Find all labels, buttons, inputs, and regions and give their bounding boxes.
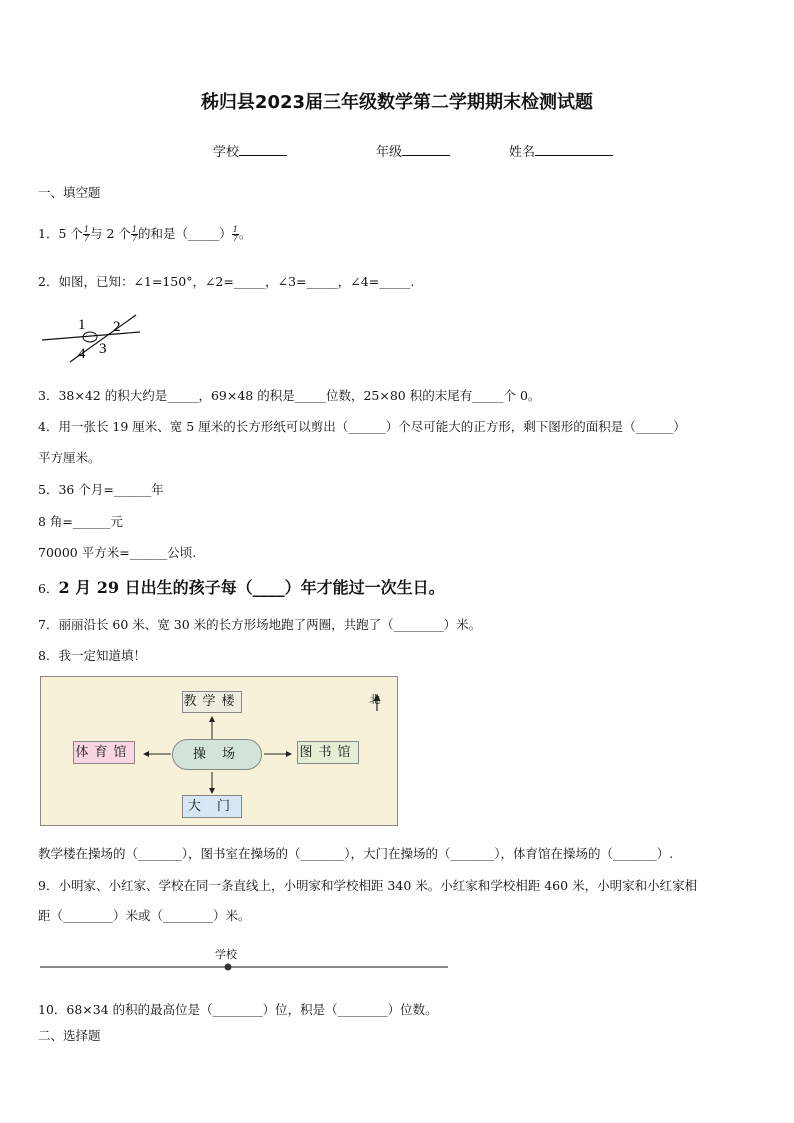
school-point [225, 964, 232, 971]
question-5-b: 8 角=______元 [38, 514, 123, 529]
grade-field [376, 141, 450, 160]
question-8: 8．我一定知道填！ [38, 648, 146, 663]
name-field [509, 141, 613, 160]
question-2: 2．如图，已知：∠1=150°，∠2=_____，∠3=_____，∠4=_____. [38, 274, 415, 289]
angle-label-4: 4 [78, 346, 86, 362]
q1-text-a: 1．5 个 [38, 226, 83, 241]
name-label: 姓名 [509, 145, 536, 160]
question-5-a: 5．36 个月=______年 [38, 482, 164, 497]
map-box-playground: 操 场 [172, 739, 262, 770]
fraction-numerator: 1 [131, 225, 137, 234]
section-fill-blank: 一、填空题 [38, 185, 101, 200]
map-box-library: 图书馆 [297, 741, 359, 764]
question-10: 10．68×34 的积的最高位是（________）位，积是（________）位数。 [38, 1002, 438, 1017]
q1-text-b: 与 2 个 [89, 226, 131, 241]
compass-north-label: 北 [369, 693, 380, 706]
fraction-denominator: 7 [131, 234, 137, 243]
question-5-c: 70000 平方米=______公顷. [38, 545, 197, 560]
grade-label: 年级 [376, 145, 403, 160]
map-box-teaching-building: 教学楼 [182, 691, 242, 713]
fraction-numerator: 1 [232, 225, 238, 234]
question-4-line-1: 4．用一张长 19 厘米、宽 5 厘米的长方形纸可以剪出（______）个尽可能大的正方形，剩下图形的面积是（______） [38, 419, 686, 434]
q1-text-d: 。 [238, 226, 252, 241]
angle-label-3: 3 [99, 341, 107, 357]
question-7: 7．丽丽沿长 60 米、宽 30 米的长方形场地跑了两圈，共跑了（________）米。 [38, 617, 482, 632]
school-label: 学校 [213, 145, 240, 160]
line-horizontal [42, 332, 140, 340]
map-box-gate: 大 门 [182, 795, 242, 818]
question-9-line-2: 距（________）米或（________）米。 [38, 908, 251, 923]
map-box-gym: 体育馆 [73, 741, 135, 764]
fraction-one-seventh [131, 226, 138, 243]
fraction-one-seventh [232, 226, 239, 243]
question-9-line-1: 9．小明家、小红家、学校在同一条直线上，小明家和学校相距 340 米。小红家和学校相距 460 米，小明家和小红家相 [38, 878, 698, 893]
question-8-answer: 教学楼在操场的（_______），图书室在操场的（_______），大门在操场的（_______），体育馆在操场的（_______）. [38, 846, 674, 861]
question-6 [38, 575, 445, 598]
fraction-denominator: 7 [83, 234, 89, 243]
question-1 [38, 224, 251, 243]
q1-text-c: 的和是（_____） [137, 226, 232, 241]
fraction-denominator: 7 [232, 234, 238, 243]
page-title: 秭归县2023届三年级数学第二学期期末检测试题 [200, 92, 594, 113]
question-6-text: 2 月 29 日出生的孩子每（____）年才能过一次生日。 [58, 578, 445, 597]
school-field [213, 141, 287, 160]
direction-map [40, 676, 398, 826]
angle-label-1: 1 [78, 317, 86, 333]
angle-diagram [40, 310, 150, 366]
angle-label-2: 2 [113, 319, 121, 335]
section-multiple-choice: 二、选择题 [38, 1028, 101, 1043]
number-line [40, 960, 450, 976]
school-point-label: 学校 [215, 948, 237, 961]
fraction-numerator: 1 [83, 225, 89, 234]
fraction-one-seventh [83, 226, 90, 243]
question-6-number: 6． [38, 581, 59, 596]
question-4-line-2: 平方厘米。 [38, 450, 101, 465]
question-3: 3．38×42 的积大约是_____，69×48 的积是_____位数，25×80 积的末尾有_____个 0。 [38, 388, 541, 403]
